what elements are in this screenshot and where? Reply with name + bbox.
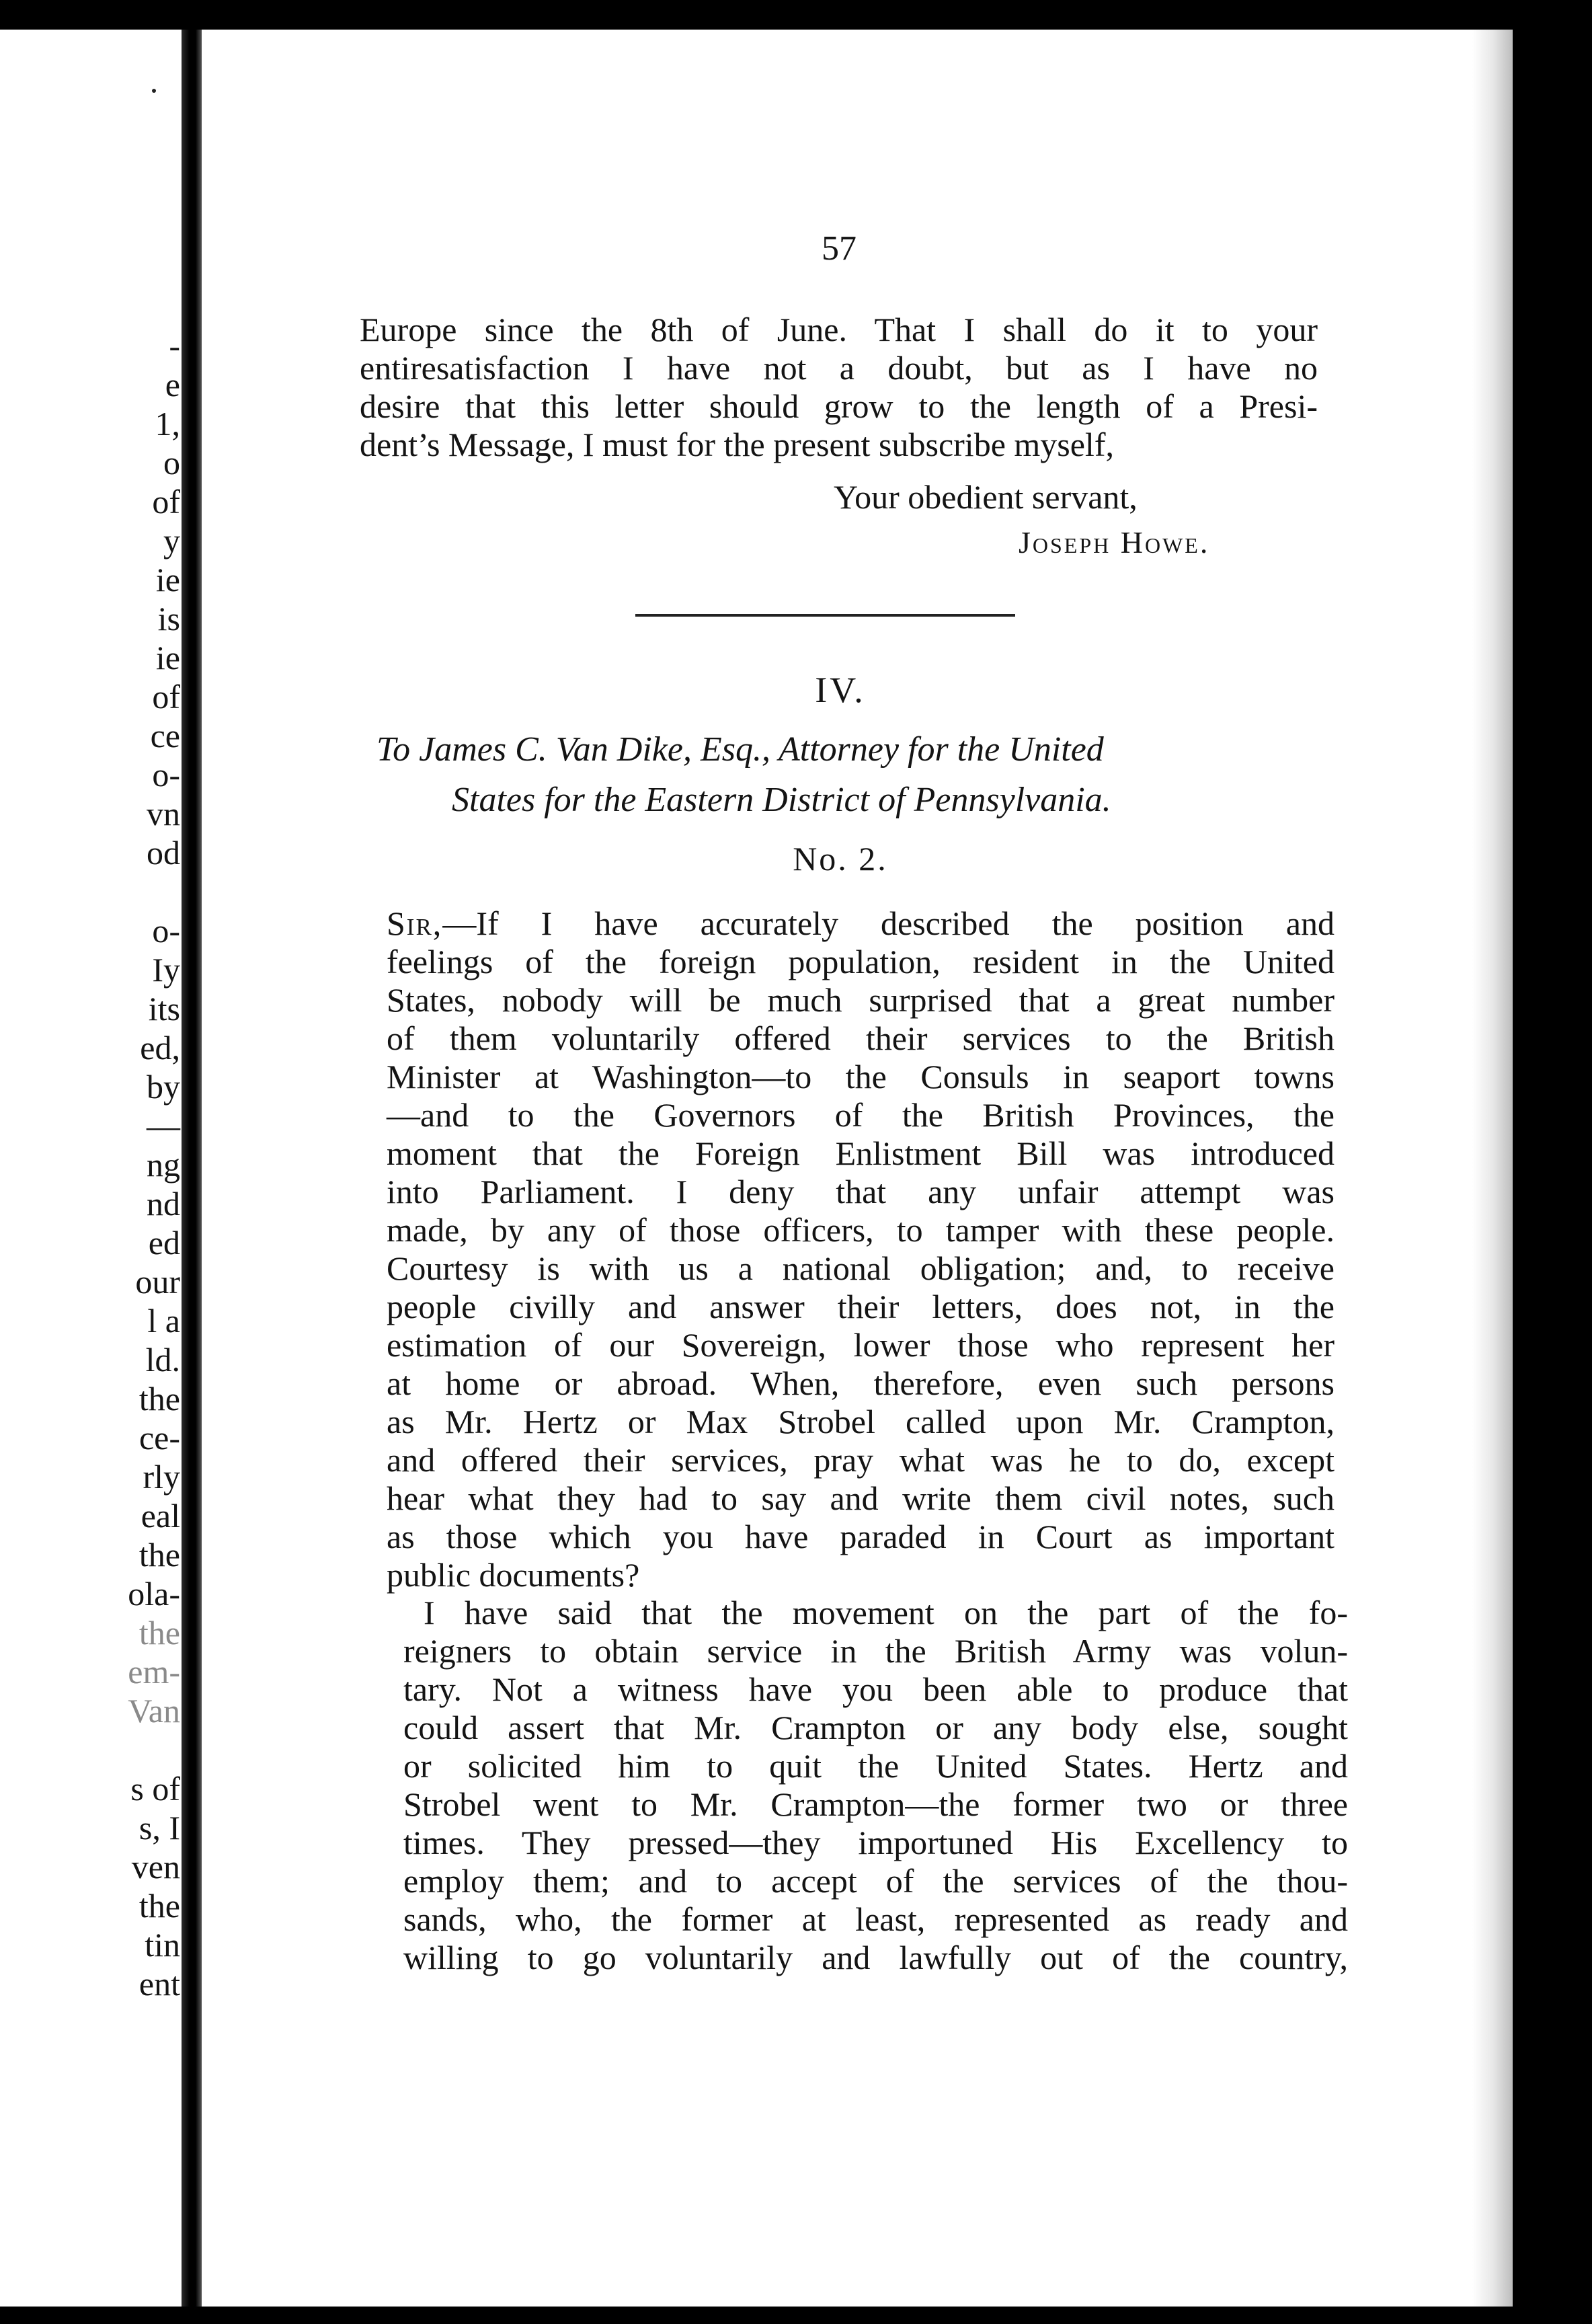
salutation: Sir,: [387, 904, 443, 942]
text-line: moment that the Foreign Enlistment Bill was introduced: [387, 1134, 1335, 1172]
text-line: at home or abroad. When, therefore, even such persons: [387, 1364, 1335, 1402]
text-line-rest: —If I have accurately described the position and: [442, 904, 1335, 942]
text-line: times. They pressed—they importuned His Excellency to: [403, 1824, 1348, 1861]
book-gutter: [182, 30, 202, 2307]
fragment-line: ie: [155, 561, 180, 598]
body-paragraph-2: [403, 1594, 1348, 1977]
fragment-line: —: [147, 1107, 180, 1145]
fragment-line: l a: [147, 1302, 180, 1340]
text-line: Strobel went to Mr. Crampton—the former two or three: [403, 1785, 1348, 1823]
text-line: could assert that Mr. Crampton or any body else, sought: [403, 1709, 1348, 1746]
fragment-line: the: [138, 1380, 180, 1418]
fragment-line: em-: [128, 1653, 180, 1691]
page-edge-shadow: [1472, 30, 1513, 2307]
scan-border-bottom: [0, 2307, 1592, 2324]
fragment-line: Iy: [152, 951, 180, 989]
text-line: dent’s Message, I must for the present subscribe myself,: [360, 426, 1114, 463]
fragment-line: y: [163, 522, 180, 559]
fragment-line: s, I: [138, 1809, 180, 1847]
fragment-line: ed: [148, 1224, 180, 1262]
fragment-line: e: [165, 366, 180, 403]
fragment-line: ven: [131, 1848, 180, 1886]
page-number: 57: [822, 229, 857, 268]
text-line: willing to go voluntarily and lawfully out of the country,: [403, 1939, 1348, 1976]
fragment-line: the: [138, 1887, 180, 1925]
text-line: estimation of our Sovereign, lower those who represent her: [387, 1326, 1335, 1364]
text-line: as those which you have paraded in Court as important: [387, 1518, 1335, 1555]
text-line: Minister at Washington—to the Consuls in seaport towns: [387, 1058, 1335, 1095]
fragment-line: vn: [147, 795, 180, 832]
text-line: States, nobody will be much surprised that a great number: [387, 981, 1335, 1019]
fragment-line: the: [138, 1536, 180, 1574]
text-line: sands, who, the former at least, represented as ready and: [403, 1900, 1348, 1938]
fragment-line: ed,: [140, 1029, 180, 1067]
text-line: people civilly and answer their letters, does not, in the: [387, 1288, 1335, 1325]
text-line: into Parliament. I deny that any unfair attempt was: [387, 1173, 1335, 1210]
fragment-line: o: [163, 444, 180, 481]
fragment-line: Van: [128, 1692, 180, 1730]
letter-closing: Your obedient servant,: [834, 478, 1138, 516]
fragment-line: is: [157, 600, 180, 637]
continuation-paragraph: [360, 311, 1318, 464]
fragment-line: its: [148, 990, 180, 1028]
fragment-line: -: [169, 327, 180, 364]
fragment-line: our: [135, 1263, 180, 1301]
text-line: [387, 904, 1335, 943]
text-line: desire that this letter should grow to the length of a Presi-: [360, 387, 1318, 425]
text-line: Europe since the 8th of June. That I shall do it to your: [360, 311, 1318, 348]
letter-number: No. 2.: [793, 840, 888, 878]
text-line: and offered their services, pray what was he to do, except: [387, 1441, 1335, 1479]
fragment-line: 1,: [155, 405, 180, 442]
text-line: made, by any of those officers, to tamper with these people.: [387, 1211, 1335, 1249]
fragment-line: the: [138, 1614, 180, 1652]
fragment-line: tin: [145, 1926, 180, 1964]
section-divider: [635, 614, 1015, 617]
text-line: —and to the Governors of the British Provinces, the: [387, 1096, 1335, 1134]
fragment-line: od: [147, 834, 180, 872]
text-line: I have said that the movement on the part of the fo-: [424, 1594, 1348, 1631]
scan-border-right: [1513, 0, 1592, 2324]
address-line: To James C. Van Dike, Esq., Attorney for the United: [376, 730, 1104, 769]
text-line: as Mr. Hertz or Max Strobel called upon Mr. Crampton,: [387, 1403, 1335, 1440]
text-line: entiresatisfaction I have not a doubt, but as I have no: [360, 349, 1318, 387]
fragment-line: ng: [147, 1146, 180, 1184]
fragment-line: by: [147, 1068, 180, 1106]
text-line: employ them; and to accept of the services of the thou-: [403, 1862, 1348, 1900]
fragment-line: eal: [141, 1497, 180, 1535]
fragment-line: nd: [147, 1185, 180, 1223]
section-numeral: IV.: [815, 670, 866, 710]
fragment-line: ce: [150, 717, 180, 754]
text-line: reigners to obtain service in the British Army was volun-: [403, 1632, 1348, 1670]
fragment-line: ola-: [128, 1575, 180, 1613]
fragment-line: o-: [152, 756, 180, 793]
text-line: hear what they had to say and write them civil notes, such: [387, 1479, 1335, 1517]
fragment-line: of: [152, 678, 180, 715]
fragment-line: ent: [138, 1965, 180, 2003]
fragment-line: o-: [152, 912, 180, 950]
fragment-line: ce-: [138, 1419, 180, 1457]
text-line: tary. Not a witness have you been able to produce that: [403, 1670, 1348, 1708]
fragment-line: ld.: [145, 1341, 180, 1379]
text-line: or solicited him to quit the United States. Hertz and: [403, 1747, 1348, 1785]
text-line: public documents?: [387, 1556, 640, 1594]
body-paragraph-1: [387, 904, 1335, 1594]
text-line: feelings of the foreign population, resident in the United: [387, 943, 1335, 980]
letter-signature: Joseph Howe.: [1019, 525, 1210, 559]
fragment-line: of: [152, 483, 180, 520]
address-line: States for the Eastern District of Pennsylvania.: [452, 781, 1111, 819]
text-line: of them voluntarily offered their services to the British: [387, 1019, 1335, 1057]
text-line: Courtesy is with us a national obligation; and, to receive: [387, 1249, 1335, 1287]
fragment-line: rly: [143, 1458, 180, 1496]
scan-border-top: [0, 0, 1592, 30]
ink-speck: [152, 89, 156, 93]
fragment-line: ie: [155, 639, 180, 676]
fragment-line: s of: [130, 1770, 180, 1808]
